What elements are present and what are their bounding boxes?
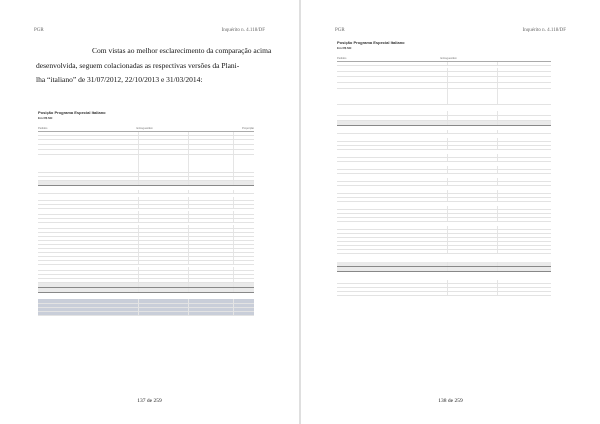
grid-line (188, 181, 189, 185)
grid-line (188, 267, 189, 270)
margin-authentication-note (582, 60, 594, 390)
grid-line (447, 210, 448, 213)
spreadsheet-row (38, 190, 254, 194)
grid-line (138, 155, 139, 172)
grid-line (497, 210, 498, 213)
spreadsheet-row (337, 146, 551, 150)
spreadsheet-title: Posição Programa Especial Italiano (337, 40, 405, 45)
grid-line (233, 312, 234, 315)
grid-line (447, 111, 448, 115)
grid-line (497, 230, 498, 233)
grid-line (233, 271, 234, 274)
margin-authentication-note (281, 60, 293, 390)
grid-line (447, 142, 448, 145)
grid-line (447, 194, 448, 197)
grid-line (188, 173, 189, 176)
grid-line (188, 308, 189, 311)
grid-line (497, 292, 498, 295)
grid-line (497, 178, 498, 181)
grid-line (447, 178, 448, 181)
spreadsheet-image-italiano (337, 40, 551, 378)
grid-line (497, 170, 498, 173)
grid-line (233, 249, 234, 252)
grid-line (497, 83, 498, 88)
grid-line (447, 166, 448, 169)
grid-line (138, 257, 139, 260)
spreadsheet-row (38, 261, 254, 265)
grid-line (447, 262, 448, 266)
grid-line (447, 288, 448, 291)
grid-line (138, 211, 139, 214)
spreadsheet-row (337, 170, 551, 174)
grid-line (138, 145, 139, 149)
grid-line (138, 190, 139, 193)
grid-line (188, 257, 189, 260)
grid-line (497, 111, 498, 115)
grid-line (233, 308, 234, 311)
spreadsheet-row (337, 292, 551, 296)
spreadsheet-row (38, 288, 254, 293)
spreadsheet-row (337, 182, 551, 186)
grid-line (233, 288, 234, 292)
grid-line (138, 205, 139, 208)
grid-line (497, 89, 498, 104)
grid-line (447, 146, 448, 149)
grid-line (447, 250, 448, 253)
grid-line (497, 218, 498, 221)
grid-line (233, 233, 234, 236)
grid-line (497, 288, 498, 291)
spreadsheet-row (337, 198, 551, 202)
spreadsheet-unit: Em R$ Mil (38, 116, 53, 120)
grid-line (188, 283, 189, 287)
grid-line (447, 68, 448, 71)
grid-line (497, 246, 498, 249)
grid-line (188, 271, 189, 274)
grid-line (188, 261, 189, 264)
grid-line (138, 219, 139, 222)
paragraph-line: lha “italiano” de 31/07/2012, 22/10/2013 e 31/03/2014: (36, 75, 203, 84)
grid-line (447, 72, 448, 76)
grid-line (497, 194, 498, 197)
grid-line (497, 267, 498, 271)
grid-line (233, 267, 234, 270)
grid-line (447, 77, 448, 82)
paragraph-line: Com vistas ao melhor esclarecimento da comparação acima (92, 46, 272, 55)
grid-line (497, 154, 498, 157)
grid-line (188, 155, 189, 172)
grid-line (138, 275, 139, 278)
grid-line (188, 241, 189, 244)
grid-line (233, 257, 234, 260)
grid-line (138, 229, 139, 232)
grid-line (188, 145, 189, 149)
grid-line (188, 288, 189, 292)
grid-line (138, 177, 139, 180)
grid-line (447, 206, 448, 209)
grid-line (138, 261, 139, 264)
grid-line (233, 205, 234, 208)
document-page-right (301, 0, 600, 424)
spreadsheet-row (337, 62, 551, 66)
grid-line (188, 233, 189, 236)
grid-line (233, 173, 234, 176)
grid-line (188, 225, 189, 228)
document-page-left (0, 0, 299, 424)
grid-line (447, 62, 448, 65)
grid-line (497, 250, 498, 253)
grid-line (497, 190, 498, 193)
grid-line (497, 116, 498, 120)
running-header (34, 28, 265, 38)
grid-line (447, 158, 448, 161)
grid-line (138, 225, 139, 228)
grid-line (497, 68, 498, 71)
grid-line (447, 190, 448, 193)
grid-line (188, 140, 189, 144)
grid-line (188, 312, 189, 315)
grid-line (188, 249, 189, 252)
header-right: Inquérito n. 4.118/DF (221, 28, 265, 33)
grid-line (138, 150, 139, 154)
grid-line (497, 238, 498, 241)
spreadsheet-row (38, 155, 254, 173)
grid-line (233, 219, 234, 222)
grid-line (233, 237, 234, 240)
column-header: Entregues/Em (136, 127, 153, 130)
grid-line (447, 226, 448, 229)
grid-line (138, 241, 139, 244)
spreadsheet-unit: Em R$ Mil (337, 46, 352, 50)
grid-line (447, 182, 448, 185)
grid-line (138, 279, 139, 282)
spreadsheet-rows (337, 62, 551, 296)
grid-line (233, 275, 234, 278)
grid-line (233, 197, 234, 200)
grid-line (188, 205, 189, 208)
grid-line (138, 299, 139, 303)
grid-line (447, 234, 448, 237)
column-header: Entregues/Em (440, 57, 457, 60)
grid-line (497, 242, 498, 245)
grid-line (497, 166, 498, 169)
spreadsheet-row (38, 205, 254, 209)
grid-line (233, 215, 234, 218)
grid-line (138, 308, 139, 311)
grid-line (188, 253, 189, 256)
grid-line (138, 181, 139, 185)
grid-line (497, 182, 498, 185)
spreadsheet-row (38, 181, 254, 186)
grid-line (138, 304, 139, 307)
grid-line (188, 245, 189, 248)
grid-line (447, 83, 448, 88)
spreadsheet-row (38, 312, 254, 316)
grid-line (138, 132, 139, 135)
page-number: 137 de 259 (137, 398, 162, 404)
grid-line (233, 140, 234, 144)
grid-line (233, 155, 234, 172)
grid-line (188, 229, 189, 232)
spreadsheet-title: Posição Programa Especial Italiano (38, 110, 106, 115)
grid-line (497, 77, 498, 82)
grid-line (138, 312, 139, 315)
grid-line (138, 267, 139, 270)
grid-line (497, 284, 498, 287)
spreadsheet-row (337, 267, 551, 272)
grid-line (233, 225, 234, 228)
grid-line (138, 201, 139, 204)
grid-line (447, 116, 448, 120)
grid-line (233, 190, 234, 193)
header-right: Inquérito n. 4.118/DF (522, 28, 566, 33)
grid-line (497, 226, 498, 229)
grid-line (497, 206, 498, 209)
grid-line (447, 267, 448, 271)
grid-line (233, 283, 234, 287)
page-number: 138 de 259 (438, 398, 463, 404)
spreadsheet-row (337, 250, 551, 254)
paragraph-line: desenvolvida, seguem colacionadas as respectivas versões da Plani- (36, 60, 240, 70)
header-left: PGR (34, 28, 44, 33)
grid-line (447, 154, 448, 157)
grid-line (497, 214, 498, 217)
grid-line (447, 242, 448, 245)
grid-line (233, 201, 234, 204)
grid-line (447, 214, 448, 217)
grid-line (138, 249, 139, 252)
grid-line (233, 279, 234, 282)
grid-line (497, 138, 498, 141)
grid-line (497, 62, 498, 65)
spreadsheet-row (38, 219, 254, 223)
grid-line (138, 288, 139, 292)
spreadsheet-row (337, 158, 551, 162)
grid-line (188, 190, 189, 193)
grid-line (447, 89, 448, 104)
grid-line (138, 197, 139, 200)
spreadsheet-row (337, 130, 551, 134)
spreadsheet-row (337, 218, 551, 222)
grid-line (233, 253, 234, 256)
spreadsheet-rows (38, 132, 254, 316)
grid-line (447, 130, 448, 133)
grid-line (188, 136, 189, 139)
running-header (335, 28, 566, 38)
grid-line (497, 234, 498, 237)
column-header: Pedidos (38, 127, 48, 130)
grid-line (138, 136, 139, 139)
grid-line (447, 230, 448, 233)
grid-line (188, 150, 189, 154)
grid-line (138, 283, 139, 287)
spreadsheet-image-italiano (38, 110, 254, 372)
grid-line (447, 121, 448, 125)
grid-line (138, 173, 139, 176)
body-paragraph (36, 44, 272, 88)
grid-line (233, 177, 234, 180)
grid-line (497, 158, 498, 161)
grid-line (497, 262, 498, 266)
grid-line (188, 279, 189, 282)
grid-line (188, 197, 189, 200)
grid-line (233, 299, 234, 303)
spreadsheet-row (337, 121, 551, 126)
grid-line (447, 280, 448, 283)
grid-line (233, 229, 234, 232)
grid-line (447, 198, 448, 201)
grid-line (188, 177, 189, 180)
grid-line (188, 219, 189, 222)
grid-line (447, 238, 448, 241)
grid-line (447, 170, 448, 173)
grid-line (138, 245, 139, 248)
grid-line (233, 245, 234, 248)
grid-line (447, 284, 448, 287)
grid-line (138, 271, 139, 274)
grid-line (188, 237, 189, 240)
grid-line (188, 132, 189, 135)
grid-line (497, 280, 498, 283)
grid-line (188, 304, 189, 307)
grid-line (233, 261, 234, 264)
grid-line (233, 211, 234, 214)
grid-line (138, 233, 139, 236)
grid-line (188, 275, 189, 278)
grid-line (188, 215, 189, 218)
grid-line (497, 146, 498, 149)
column-header: Proporção (242, 127, 254, 130)
grid-line (188, 299, 189, 303)
column-header: Pedidos (337, 57, 347, 60)
grid-line (188, 211, 189, 214)
grid-line (138, 237, 139, 240)
grid-line (447, 138, 448, 141)
grid-line (497, 72, 498, 76)
grid-line (233, 304, 234, 307)
grid-line (138, 253, 139, 256)
spreadsheet-row (337, 89, 551, 105)
grid-line (447, 292, 448, 295)
grid-line (233, 181, 234, 185)
grid-line (233, 145, 234, 149)
grid-line (233, 136, 234, 139)
grid-line (233, 132, 234, 135)
grid-line (497, 198, 498, 201)
grid-line (497, 121, 498, 125)
grid-line (447, 246, 448, 249)
grid-line (497, 142, 498, 145)
grid-line (447, 218, 448, 221)
grid-line (233, 241, 234, 244)
grid-line (138, 215, 139, 218)
grid-line (497, 130, 498, 133)
header-left: PGR (335, 28, 345, 33)
grid-line (188, 201, 189, 204)
grid-line (233, 150, 234, 154)
grid-line (138, 140, 139, 144)
